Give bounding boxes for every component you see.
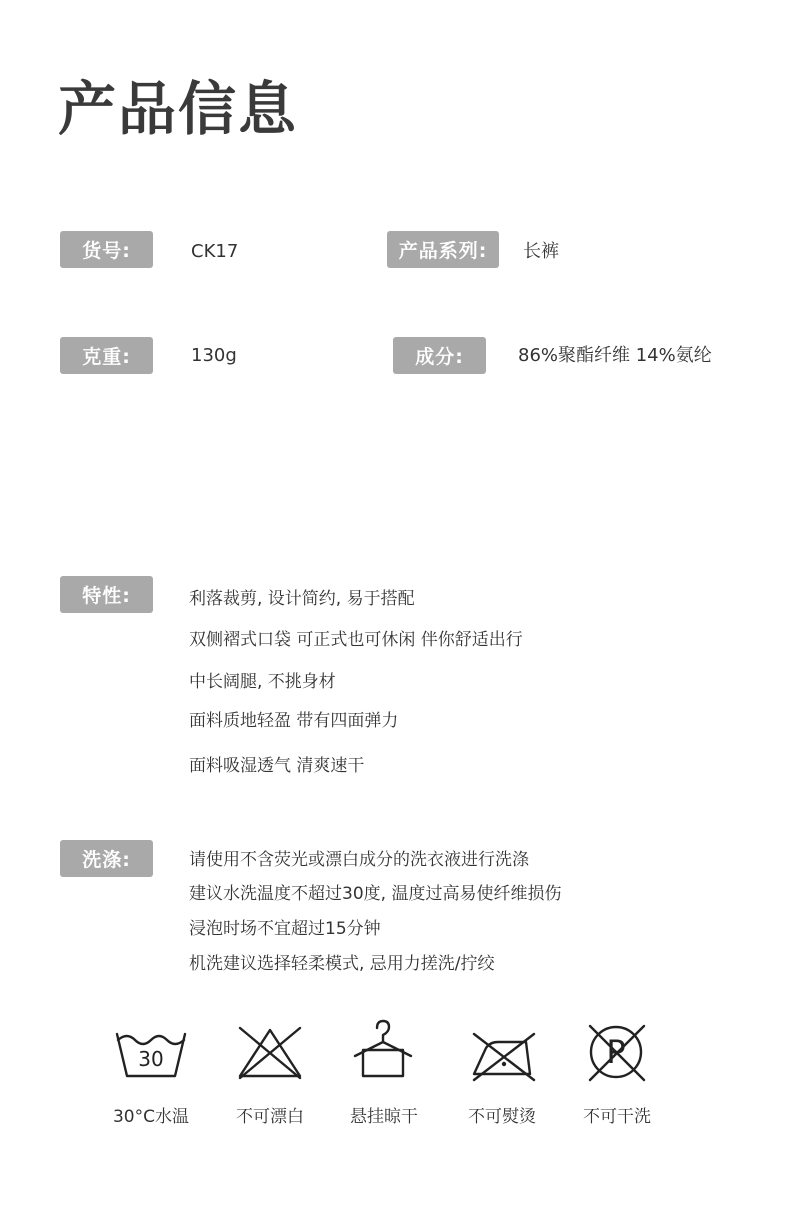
no-iron-icon (452, 1018, 552, 1088)
series-value: 长裤 (523, 241, 559, 262)
washing-line: 机洗建议选择轻柔模式, 忌用力搓洗/拧绞 (189, 954, 495, 974)
no-bleach-label: 不可漂白 (236, 1107, 304, 1127)
feature-line: 双侧褶式口袋 可正式也可休闲 伴你舒适出行 (189, 630, 523, 650)
washing-line: 建议水洗温度不超过30度, 温度过高易使纤维损伤 (189, 884, 562, 904)
feature-line: 面料质地轻盈 带有四面弹力 (189, 711, 399, 731)
weight-tag: 克重: (60, 337, 153, 374)
feature-line: 中长阔腿, 不挑身材 (189, 672, 336, 692)
washing-line: 请使用不含荧光或漂白成分的洗衣液进行洗涤 (189, 850, 529, 870)
svg-text:30: 30 (138, 1047, 164, 1071)
series-tag: 产品系列: (387, 231, 499, 268)
no-dry-clean-icon (566, 1018, 666, 1088)
item-no-tag: 货号: (60, 231, 153, 268)
no-iron-label: 不可熨烫 (468, 1107, 536, 1127)
composition-tag: 成分: (393, 337, 486, 374)
svg-text:P: P (606, 1033, 626, 1071)
weight-value: 130g (191, 345, 237, 366)
feature-line: 利落裁剪, 设计简约, 易于搭配 (189, 589, 415, 609)
wash-30-label: 30°C水温 (112, 1107, 189, 1127)
features-tag: 特性: (60, 576, 153, 613)
hang-dry-icon (333, 1018, 433, 1088)
composition-value: 86%聚酯纤维 14%氨纶 (518, 345, 712, 366)
washing-line: 浸泡时场不宜超过15分钟 (189, 919, 381, 939)
item-no-value: CK17 (191, 241, 239, 262)
page-title: 产品信息 (58, 75, 299, 143)
washing-tag: 洗涤: (60, 840, 153, 877)
hang-dry-label: 悬挂晾干 (350, 1107, 418, 1127)
no-dry-clean-label: 不可干洗 (583, 1107, 651, 1127)
feature-line: 面料吸湿透气 清爽速干 (189, 756, 365, 776)
no-bleach-icon (220, 1018, 320, 1088)
wash-30-icon (101, 1018, 201, 1088)
